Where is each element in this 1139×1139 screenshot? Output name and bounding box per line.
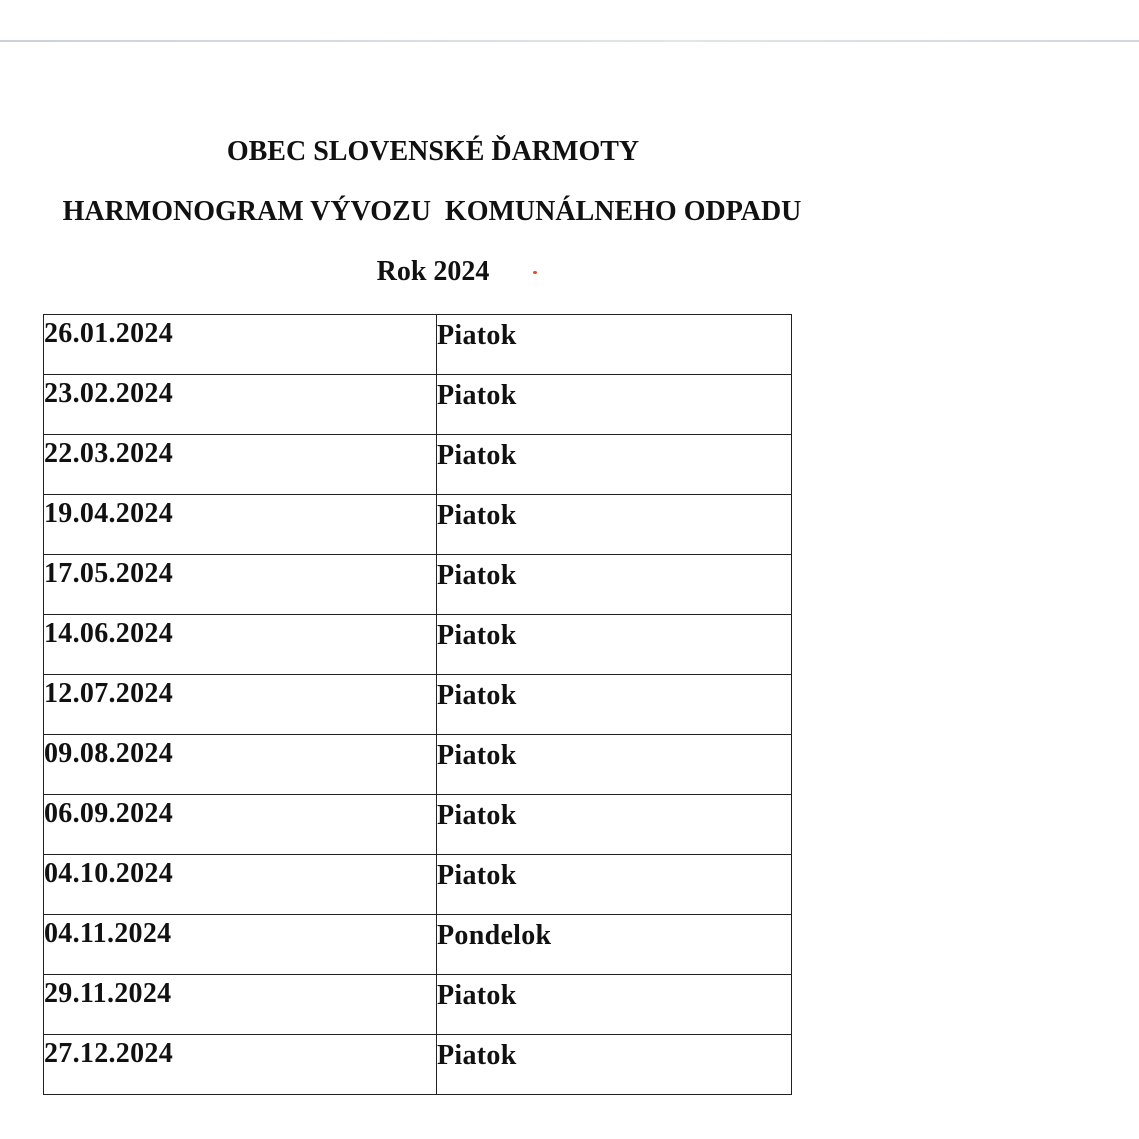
weekday-cell [437,855,792,915]
weekday-text: Piatok [437,560,517,591]
table-row [44,915,792,975]
weekday-cell [437,675,792,735]
date-text: 04.10.2024 [44,858,173,889]
document-subtitle: HARMONOGRAM VÝVOZU KOMUNÁLNEHO ODPADU [62,196,802,227]
date-text: 17.05.2024 [44,558,173,589]
weekday-cell [437,615,792,675]
date-cell [44,615,437,675]
weekday-cell [437,1035,792,1095]
weekday-text: Piatok [437,500,517,531]
table-row [44,795,792,855]
weekday-text: Piatok [437,320,517,351]
date-cell [44,855,437,915]
date-cell [44,555,437,615]
date-text: 04.11.2024 [44,918,172,949]
date-cell [44,675,437,735]
weekday-cell [437,435,792,495]
date-text: 19.04.2024 [44,498,173,529]
collection-schedule-table [43,314,792,1095]
weekday-text: Piatok [437,980,517,1011]
weekday-text: Piatok [437,860,517,891]
weekday-cell [437,555,792,615]
date-cell [44,495,437,555]
weekday-text: Piatok [437,1040,517,1071]
weekday-cell [437,975,792,1035]
weekday-text: Piatok [437,800,517,831]
weekday-cell [437,795,792,855]
date-text: 14.06.2024 [44,618,173,649]
table-row [44,735,792,795]
date-cell [44,735,437,795]
weekday-text: Piatok [437,680,517,711]
weekday-cell [437,495,792,555]
weekday-cell [437,915,792,975]
weekday-cell [437,735,792,795]
ink-speck [533,271,537,274]
date-cell [44,915,437,975]
table-row [44,555,792,615]
date-text: 26.01.2024 [44,318,173,349]
date-text: 23.02.2024 [44,378,173,409]
weekday-text: Piatok [437,440,517,471]
table-row [44,975,792,1035]
table-row [44,495,792,555]
date-text: 06.09.2024 [44,798,173,829]
year-label: Rok 2024 [376,256,490,287]
table-row [44,375,792,435]
weekday-text: Piatok [437,380,517,411]
date-text: 09.08.2024 [44,738,173,769]
table-row [44,855,792,915]
date-cell [44,795,437,855]
date-cell [44,375,437,435]
table-row [44,1035,792,1095]
table-row [44,435,792,495]
table-row [44,675,792,735]
document-title: OBEC SLOVENSKÉ ĎARMOTY [226,136,640,167]
date-cell [44,1035,437,1095]
date-text: 27.12.2024 [44,1038,173,1069]
date-cell [44,975,437,1035]
table-row [44,615,792,675]
date-cell [44,435,437,495]
weekday-text: Pondelok [437,920,552,951]
weekday-text: Piatok [437,740,517,771]
date-text: 22.03.2024 [44,438,173,469]
weekday-cell [437,315,792,375]
weekday-cell [437,375,792,435]
scan-edge-line [0,40,1139,42]
date-cell [44,315,437,375]
date-text: 12.07.2024 [44,678,173,709]
date-text: 29.11.2024 [44,978,172,1009]
table-row [44,315,792,375]
weekday-text: Piatok [437,620,517,651]
